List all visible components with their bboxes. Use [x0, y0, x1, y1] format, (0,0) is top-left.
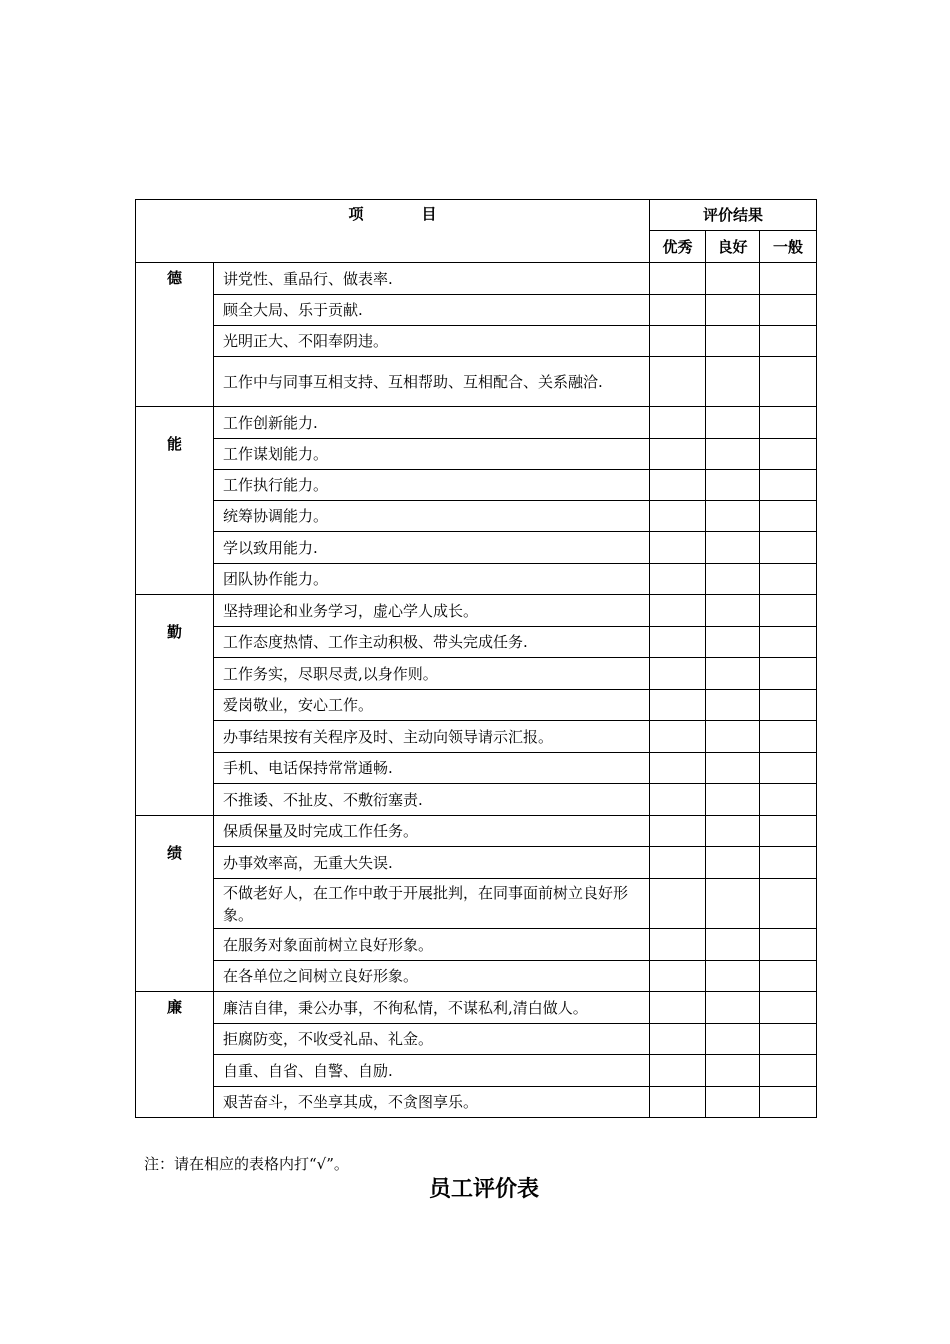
category-label: 能 [166, 435, 182, 453]
table-row [136, 690, 817, 721]
table-row [136, 501, 817, 532]
rating-cell-average[interactable] [760, 532, 817, 564]
category-de [136, 263, 214, 407]
table-row [136, 407, 817, 439]
criterion-text: 自重、自省、自警、自励. [214, 1055, 650, 1087]
rating-cell-good[interactable] [706, 690, 760, 721]
header-result: 评价结果 [650, 200, 817, 231]
criterion-text: 坚持理论和业务学习，虚心学人成长。 [214, 595, 650, 627]
table-row [136, 658, 817, 690]
rating-cell-average[interactable] [760, 847, 817, 879]
rating-cell-average[interactable] [760, 721, 817, 753]
header-project-left: 项 [348, 205, 364, 223]
rating-cell-average[interactable] [760, 263, 817, 295]
criterion-text: 顾全大局、乐于贡献. [214, 295, 650, 326]
criterion-text: 办事结果按有关程序及时、主动向领导请示汇报。 [214, 721, 650, 753]
rating-cell-average[interactable] [760, 784, 817, 816]
criterion-text: 工作中与同事互相支持、互相帮助、互相配合、关系融洽. [214, 357, 650, 407]
table-row [136, 1055, 817, 1087]
table-row [136, 1024, 817, 1055]
table-row [136, 595, 817, 627]
rating-cell-average[interactable] [760, 439, 817, 470]
footnote: 注：请在相应的表格内打“√”。 [144, 1155, 349, 1173]
rating-cell-excellent[interactable] [650, 407, 706, 439]
criterion-text: 廉洁自律，秉公办事，不徇私情，不谋私利,清白做人。 [214, 992, 650, 1024]
category-label: 德 [166, 269, 182, 287]
rating-cell-excellent[interactable] [650, 992, 706, 1024]
rating-cell-good[interactable] [706, 816, 760, 847]
rating-cell-average[interactable] [760, 961, 817, 992]
criterion-text: 工作谋划能力。 [214, 439, 650, 470]
category-ji [136, 816, 214, 992]
table-row [136, 1087, 817, 1118]
criterion-text: 办事效率高，无重大失误. [214, 847, 650, 879]
document-title: 员工评价表 [428, 1177, 539, 1202]
rating-cell-good[interactable] [706, 753, 760, 784]
criterion-text: 学以致用能力. [214, 532, 650, 564]
rating-cell-average[interactable] [760, 1024, 817, 1055]
category-label: 绩 [166, 844, 182, 862]
criterion-text: 手机、电话保持常常通畅. [214, 753, 650, 784]
rating-cell-good[interactable] [706, 357, 760, 407]
rating-cell-excellent[interactable] [650, 1087, 706, 1118]
category-label: 勤 [166, 623, 182, 641]
header-good: 良好 [706, 231, 760, 263]
criterion-text: 在服务对象面前树立良好形象。 [214, 929, 650, 961]
table-row [136, 470, 817, 501]
rating-cell-good[interactable] [706, 595, 760, 627]
table-row [136, 357, 817, 407]
rating-cell-excellent[interactable] [650, 753, 706, 784]
rating-cell-average[interactable] [760, 690, 817, 721]
rating-cell-average[interactable] [760, 816, 817, 847]
rating-cell-excellent[interactable] [650, 961, 706, 992]
rating-cell-average[interactable] [760, 929, 817, 961]
criterion-text: 讲党性、重品行、做表率. [214, 263, 650, 295]
criterion-text: 在各单位之间树立良好形象。 [214, 961, 650, 992]
table-row [136, 784, 817, 816]
header-average: 一般 [760, 231, 817, 263]
rating-cell-good[interactable] [706, 532, 760, 564]
rating-cell-good[interactable] [706, 564, 760, 595]
rating-cell-good[interactable] [706, 627, 760, 658]
criterion-text: 不做老好人，在工作中敢于开展批判，在同事面前树立良好形象。 [214, 879, 650, 929]
criterion-text: 工作创新能力. [214, 407, 650, 439]
category-label: 廉 [166, 998, 182, 1016]
rating-cell-excellent[interactable] [650, 532, 706, 564]
rating-cell-average[interactable] [760, 627, 817, 658]
table-row [136, 961, 817, 992]
rating-cell-average[interactable] [760, 326, 817, 357]
criterion-text: 爱岗敬业，安心工作。 [214, 690, 650, 721]
rating-cell-good[interactable] [706, 879, 760, 929]
rating-cell-good[interactable] [706, 1024, 760, 1055]
rating-cell-excellent[interactable] [650, 357, 706, 407]
criterion-text: 工作务实，尽职尽责,以身作则。 [214, 658, 650, 690]
criterion-text: 团队协作能力。 [214, 564, 650, 595]
rating-cell-good[interactable] [706, 847, 760, 879]
header-excellent: 优秀 [650, 231, 706, 263]
category-neng [136, 407, 214, 595]
criterion-text: 统筹协调能力。 [214, 501, 650, 532]
rating-cell-good[interactable] [706, 721, 760, 753]
rating-cell-excellent[interactable] [650, 879, 706, 929]
rating-cell-good[interactable] [706, 961, 760, 992]
rating-cell-average[interactable] [760, 1055, 817, 1087]
table-row [136, 263, 817, 295]
rating-cell-average[interactable] [760, 357, 817, 407]
rating-cell-good[interactable] [706, 658, 760, 690]
table-row [136, 721, 817, 753]
rating-cell-good[interactable] [706, 992, 760, 1024]
rating-cell-excellent[interactable] [650, 690, 706, 721]
criterion-text: 工作执行能力。 [214, 470, 650, 501]
evaluation-table [135, 199, 817, 1118]
rating-cell-average[interactable] [760, 658, 817, 690]
rating-cell-excellent[interactable] [650, 295, 706, 326]
table-row [136, 992, 817, 1024]
rating-cell-excellent[interactable] [650, 627, 706, 658]
criterion-text: 保质保量及时完成工作任务。 [214, 816, 650, 847]
criterion-text: 拒腐防变，不收受礼品、礼金。 [214, 1024, 650, 1055]
table-row [136, 532, 817, 564]
rating-cell-excellent[interactable] [650, 326, 706, 357]
table-row [136, 326, 817, 357]
table-row [136, 879, 817, 929]
table-row [136, 753, 817, 784]
rating-cell-good[interactable] [706, 295, 760, 326]
rating-cell-good[interactable] [706, 326, 760, 357]
rating-cell-average[interactable] [760, 753, 817, 784]
rating-cell-average[interactable] [760, 992, 817, 1024]
rating-cell-excellent[interactable] [650, 816, 706, 847]
rating-cell-average[interactable] [760, 564, 817, 595]
table-row [136, 295, 817, 326]
rating-cell-excellent[interactable] [650, 784, 706, 816]
rating-cell-excellent[interactable] [650, 721, 706, 753]
rating-cell-excellent[interactable] [650, 501, 706, 532]
rating-cell-excellent[interactable] [650, 1055, 706, 1087]
rating-cell-average[interactable] [760, 1087, 817, 1118]
rating-cell-good[interactable] [706, 470, 760, 501]
category-lian [136, 992, 214, 1118]
header-project-right: 目 [421, 205, 437, 223]
rating-cell-average[interactable] [760, 879, 817, 929]
rating-cell-good[interactable] [706, 929, 760, 961]
rating-cell-good[interactable] [706, 784, 760, 816]
table-row [136, 816, 817, 847]
rating-cell-excellent[interactable] [650, 439, 706, 470]
criterion-text: 工作态度热情、工作主动积极、带头完成任务. [214, 627, 650, 658]
rating-cell-excellent[interactable] [650, 595, 706, 627]
rating-cell-good[interactable] [706, 407, 760, 439]
rating-cell-average[interactable] [760, 407, 817, 439]
criterion-text: 光明正大、不阳奉阴违。 [214, 326, 650, 357]
rating-cell-excellent[interactable] [650, 847, 706, 879]
rating-cell-average[interactable] [760, 470, 817, 501]
table-row [136, 847, 817, 879]
rating-cell-good[interactable] [706, 263, 760, 295]
category-qin [136, 595, 214, 816]
rating-cell-average[interactable] [760, 295, 817, 326]
header-project [136, 200, 650, 263]
table-row [136, 627, 817, 658]
table-row [136, 439, 817, 470]
rating-cell-good[interactable] [706, 439, 760, 470]
rating-cell-average[interactable] [760, 595, 817, 627]
rating-cell-average[interactable] [760, 501, 817, 532]
rating-cell-good[interactable] [706, 501, 760, 532]
rating-cell-good[interactable] [706, 1087, 760, 1118]
rating-cell-good[interactable] [706, 1055, 760, 1087]
table-row [136, 564, 817, 595]
rating-cell-excellent[interactable] [650, 564, 706, 595]
table-row [136, 929, 817, 961]
rating-cell-excellent[interactable] [650, 1024, 706, 1055]
criterion-text: 不推诿、不扯皮、不敷衍塞责. [214, 784, 650, 816]
rating-cell-excellent[interactable] [650, 929, 706, 961]
rating-cell-excellent[interactable] [650, 658, 706, 690]
rating-cell-excellent[interactable] [650, 470, 706, 501]
rating-cell-excellent[interactable] [650, 263, 706, 295]
criterion-text: 艰苦奋斗，不坐享其成，不贪图享乐。 [214, 1087, 650, 1118]
